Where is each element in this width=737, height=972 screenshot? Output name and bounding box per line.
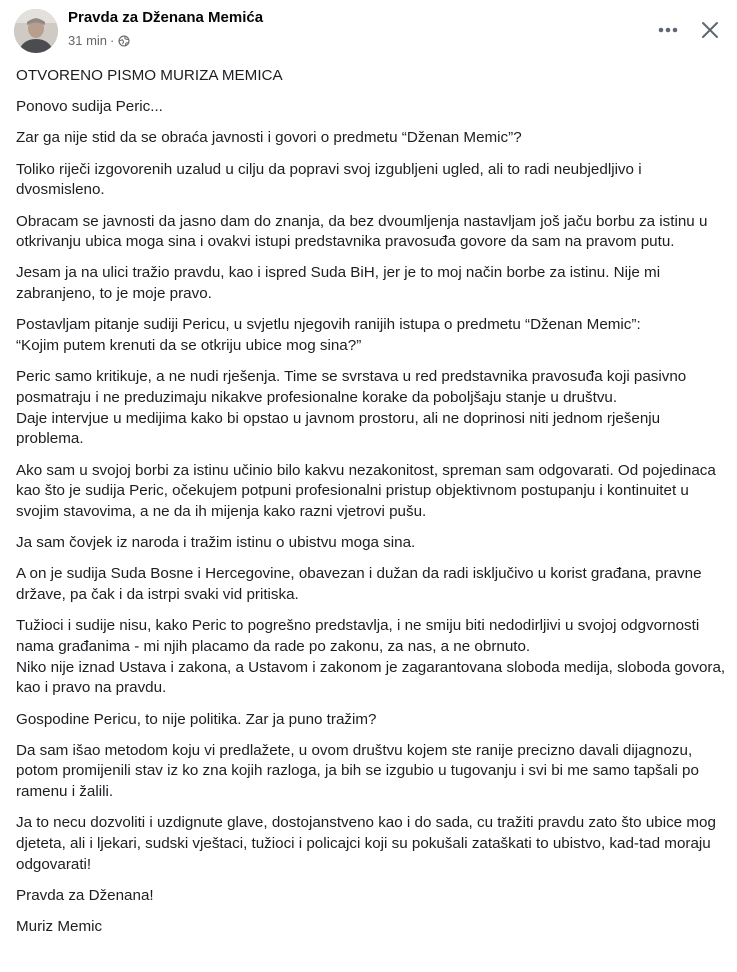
post-paragraph: Postavljam pitanje sudiji Pericu, u svjetlu njegovih ranijih istupa o predmetu “Dženan Memic”: “Kojim putem krenuti da se otkriju ubice mog sina?”	[16, 316, 641, 355]
post-paragraph: Da sam išao metodom koju vi predlažete, u ovom društvu kojem ste ranije precizno davali dijagnozu, potom promijenili stav iz ko zna kojih razloga, ja bih se izgubio u tugovanju i svi bi me samo tapšali po ramenu i žalili.	[16, 741, 699, 801]
post-paragraph: Ja sam čovjek iz naroda i tražim istinu o ubistvu moga sina.	[16, 534, 416, 552]
author-name[interactable]: Pravda za Dženana Memića	[68, 9, 264, 26]
post-paragraph: Gospodine Pericu, to nije politika. Zar ja puno tražim?	[16, 710, 377, 728]
avatar-photo	[14, 9, 58, 53]
post-paragraph: Muriz Memic	[16, 918, 103, 936]
post-paragraph: Obracam se javnosti da jasno dam do znanja, da bez dvoumljenja nastavljam još jaču borbu za istinu u otkrivanju ubica moga sina i ovakvi istupi predstavnika pravosuđa govore da sam na pravom putu.	[16, 212, 708, 251]
post-paragraph: Ja to necu dozvoliti i uzdignute glave, dostojanstveno kao i do sada, cu tražiti pravdu zato što ubice mog djeteta, ali i ljekari, sudski vještaci, tužioci i policajci koji su pokušali zataškati to ubistvo, kad-tad moraju odgovarati!	[16, 814, 716, 873]
post-paragraph: Tužioci i sudije nisu, kako Peric to pogrešno predstavlja, i ne smiju biti nedodirljivi u svojoj odgvornosti nama građanima - mi njih placamo da rade po zakonu, za nas, a ne obrnuto. Niko nije iznad Ustava i zakona, a Ustavom i zakonom je zagarantovana sloboda medija, sloboda govora, kao i pravo na pravdu.	[16, 617, 726, 697]
post-paragraph: A on je sudija Suda Bosne i Hercegovine, obavezan i dužan da radi isključivo u korist građana, pravne države, pa čak i da istrpi svaki vid pritiska.	[16, 565, 702, 604]
post-paragraph: Peric samo kritikuje, a ne nudi rješenja. Time se svrstava u red predstavnika pravosuđa koji pasivno posmatraju i ne preduzimaju nikakve profesionalne korake da poboljšaju stanje u društvu. Daje intervjue u medijima kako bi opstao u javnom prostoru, ali ne doprinosi niti jednom rješenju problema.	[16, 368, 687, 448]
close-icon	[701, 21, 719, 39]
meta-separator: ·	[110, 33, 115, 48]
post-paragraph: Pravda za Dženana!	[16, 887, 154, 904]
post-paragraph: Ponovo sudija Peric...	[16, 98, 163, 116]
globe-icon[interactable]	[118, 35, 130, 47]
post-header	[0, 0, 737, 60]
more-horizontal-icon	[658, 27, 678, 33]
post-paragraph: Toliko riječi izgovorenih uzalud u cilju da popravi svoj izgubljeni ugled, ali to radi neubjedljivo i dvosmisleno.	[16, 160, 642, 199]
post-paragraph: Ako sam u svojoj borbi za istinu učinio bilo kakvu nezakonitost, spreman sam odgovarati. Od pojedinaca kao što je sudija Peric, očekujem potpuni profesionalni pristup objektivnom postupanju i kontinuitet u svojim stavovima, a ne da ih mijenja kako razni vjetrovi pušu.	[16, 461, 716, 520]
close-button[interactable]	[694, 14, 726, 46]
post-body	[16, 66, 728, 948]
post-time[interactable]: 31 min	[68, 33, 108, 48]
post-meta	[68, 33, 130, 48]
avatar[interactable]	[14, 9, 58, 53]
post-paragraph: Zar ga nije stid da se obraća javnosti i govori o predmetu “Dženan Memic”?	[16, 129, 522, 147]
more-options-button[interactable]	[652, 14, 684, 46]
post-paragraph: OTVORENO PISMO MURIZA MEMICA	[16, 67, 283, 84]
post-paragraph: Jesam ja na ulici tražio pravdu, kao i ispred Suda BiH, jer je to moj način borbe za istinu. Nije mi zabranjeno, to je moje pravo.	[16, 264, 661, 303]
